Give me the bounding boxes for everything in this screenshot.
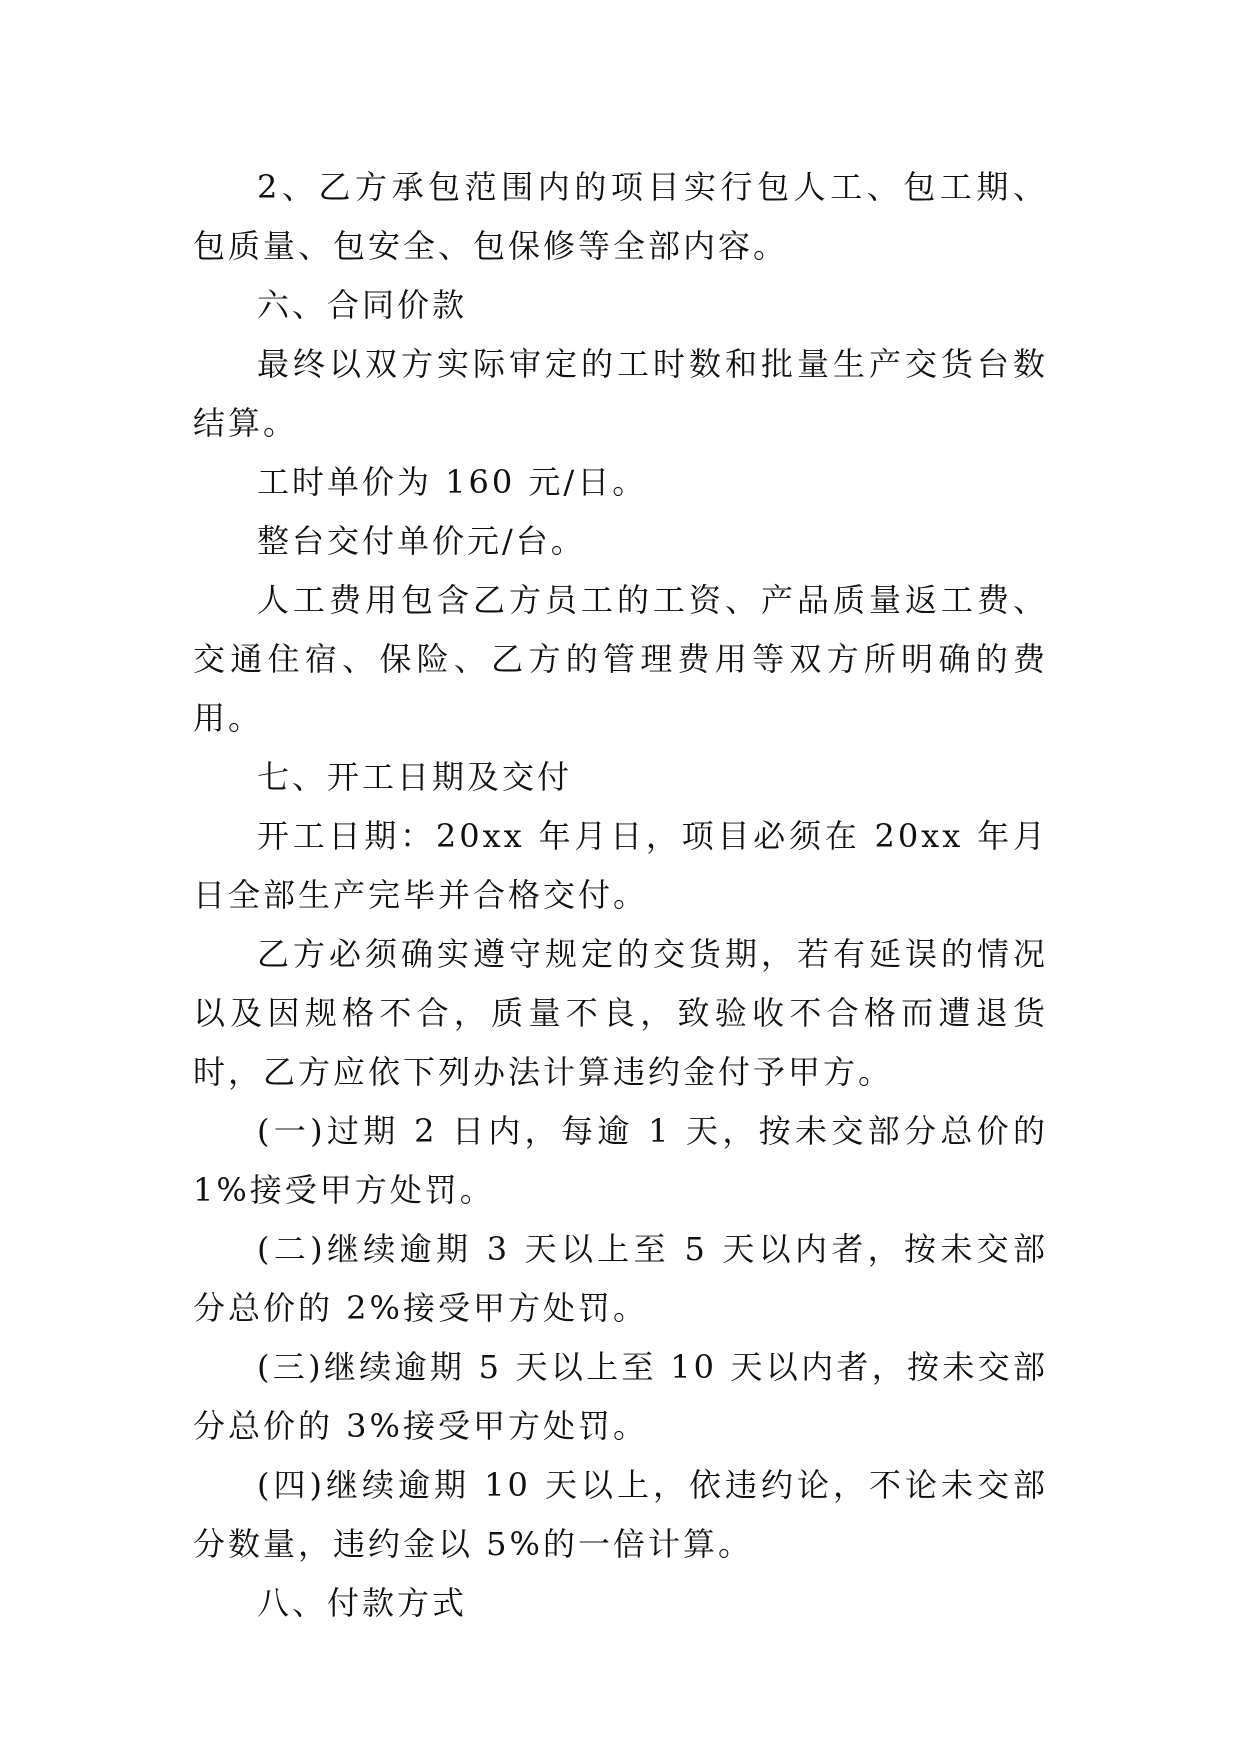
paragraph-delivery-obligation: 乙方必须确实遵守规定的交货期，若有延误的情况以及因规格不合，质量不良，致验收不合格而遭退货时，乙方应依下列办法计算违约金付予甲方。 [193, 935, 1048, 1091]
paragraph-settlement: 最终以双方实际审定的工时数和批量生产交货台数结算。 [193, 345, 1048, 442]
paragraph-penalty-2: (二)继续逾期 3 天以上至 5 天以内者，按未交部分总价的 2%接受甲方处罚。 [193, 1230, 1048, 1327]
paragraph-penalty-3: (三)继续逾期 5 天以上至 10 天以内者，按未交部分总价的 3%接受甲方处罚。 [193, 1348, 1048, 1445]
heading-contract-price: 六、合同价款 [257, 286, 468, 324]
paragraph-penalty-4: (四)继续逾期 10 天以上，依违约论，不论未交部分数量，违约金以 5%的一倍计算。 [193, 1466, 1048, 1563]
paragraph-scope: 2、乙方承包范围内的项目实行包人工、包工期、包质量、包安全、包保修等全部内容。 [193, 168, 1048, 265]
contract-body [193, 158, 1048, 1633]
paragraph-penalty-1: (一)过期 2 日内，每逾 1 天，按未交部分总价的 1%接受甲方处罚。 [193, 1112, 1048, 1209]
paragraph-hourly-rate: 工时单价为 160 元/日。 [257, 463, 648, 501]
paragraph-labor-cost: 人工费用包含乙方员工的工资、产品质量返工费、交通住宿、保险、乙方的管理费用等双方所明确的费用。 [193, 581, 1048, 737]
paragraph-unit-price: 整台交付单价元/台。 [257, 522, 586, 560]
heading-payment-method: 八、付款方式 [257, 1584, 468, 1622]
paragraph-start-date: 开工日期：20xx 年月日，项目必须在 20xx 年月日全部生产完毕并合格交付。 [193, 817, 1048, 914]
heading-start-date: 七、开工日期及交付 [257, 758, 573, 796]
